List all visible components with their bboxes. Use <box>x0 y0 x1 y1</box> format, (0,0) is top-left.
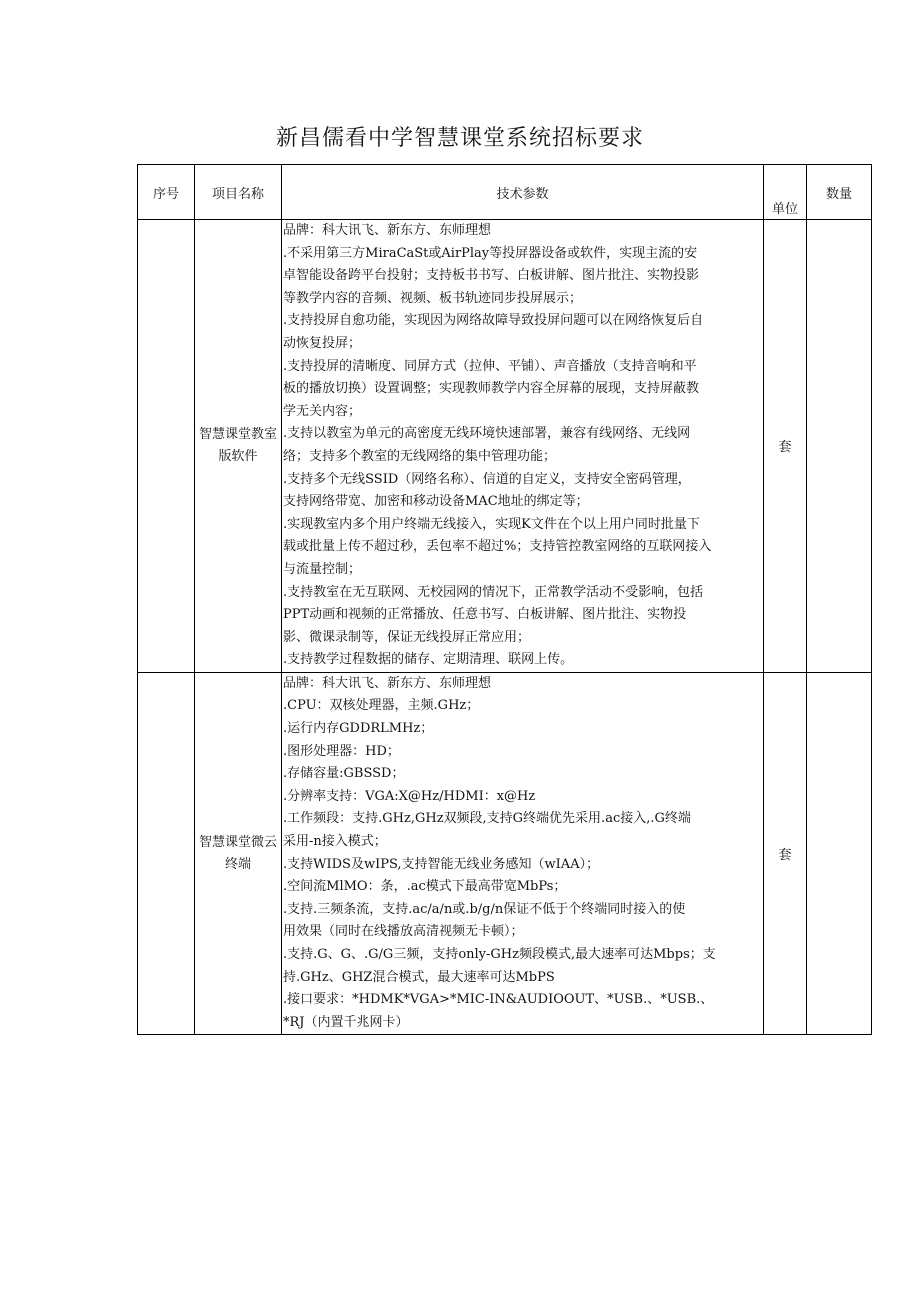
param-line: .支持WIDS及wIPS,支持智能无线业务感知（wIAA）； <box>283 856 600 872</box>
row-params <box>282 672 764 1035</box>
param-line: 学无关内容； <box>283 403 362 419</box>
param-line: .CPU：双核处理器，主频.GHz； <box>283 698 480 714</box>
row-unit: 套 <box>764 220 807 673</box>
param-line: .支持投屏自愈功能，实现因为网络故障导致投屏问题可以在网络恢复后自 <box>283 313 704 329</box>
param-line: .支持教室在无互联网、无校园网的情况下，正常教学活动不受影响，包括 <box>283 584 704 600</box>
param-line: .支持以教室为单元的高密度无线环境快速部署，兼容有线网络、无线网 <box>283 426 691 442</box>
row-qty <box>807 672 872 1035</box>
header-seq: 序号 <box>138 165 195 220</box>
param-line: *RJ（内置千兆网卡） <box>283 1014 409 1030</box>
param-line: .实现教室内多个用户终端无线接入，实现K文件在个以上用户同时批量下 <box>283 516 700 532</box>
param-line: .运行内存GDDRLMHz； <box>283 721 434 737</box>
row-seq <box>138 672 195 1035</box>
param-line: 络；支持多个教室的无线网络的集中管理功能； <box>283 448 557 464</box>
row-params <box>282 220 764 673</box>
table-row <box>138 220 872 673</box>
param-line: 影、微课录制等，保证无线投屏正常应用； <box>283 629 531 645</box>
requirements-table <box>137 164 872 1035</box>
param-line: 板的播放切换）设置调整；实现教师教学内容全屏幕的展现，支持屏蔽教 <box>283 381 700 397</box>
row-name: 智慧课堂教室版软件 <box>195 220 282 673</box>
param-line: .支持教学过程数据的储存、定期清理、联网上传。 <box>283 652 574 668</box>
param-line: 等教学内容的音频、视频、板书轨迹同步投屏展示； <box>283 290 583 306</box>
header-qty: 数量 <box>807 165 872 220</box>
row-unit: 套 <box>764 672 807 1035</box>
param-line: 支持网络带宽、加密和移动设备MAC地址的绑定等； <box>283 494 589 510</box>
param-line: 载或批量上传不超过秒，丢包率不超过%；支持管控教室网络的互联网接入 <box>283 539 712 555</box>
param-line: .分辨率支持：VGA:X@Hz/HDMI：x@Hz <box>283 788 536 804</box>
param-line: .支持投屏的清晰度、同屏方式（拉伸、平铺）、声音播放（支持音响和平 <box>283 358 697 374</box>
param-line: 与流量控制； <box>283 561 362 577</box>
param-line: 采用-n接入模式； <box>283 834 387 850</box>
header-unit: 单位 <box>764 165 807 220</box>
param-line: 动恢复投屏； <box>283 335 362 351</box>
param-line: 品牌：科大讯飞、新东方、东师理想 <box>283 675 492 691</box>
param-line: PPT动画和视频的正常播放、任意书写、白板讲解、图片批注、实物投 <box>283 607 687 623</box>
header-name: 项目名称 <box>195 165 282 220</box>
param-line: .存储容量:GBSSD； <box>283 766 405 782</box>
param-line: 用效果（同时在线播放高清视频无卡顿）； <box>283 924 524 940</box>
param-line: .工作频段：支持.GHz,GHz双频段,支持G终端优先采用.ac接入,.G终端 <box>283 811 691 827</box>
param-line: .支持多个无线SSID（网络名称）、信道的自定义，支持安全密码管理， <box>283 471 691 487</box>
param-line: .接口要求：*HDMK*VGA>*MIC-IN&AUDIOOUT、*USB.、*USB.、 <box>283 992 714 1008</box>
param-line: .空间流MlMO：条，.ac模式下最高带宽MbPs； <box>283 879 567 895</box>
param-line: .不采用第三方MiraCaSt或AirPlay等投屏器设备或软件，实现主流的安 <box>283 245 698 261</box>
row-seq <box>138 220 195 673</box>
param-line: 持.GHz、GHZ混合模式，最大速率可达MbPS <box>283 969 555 985</box>
param-line: .支持.三频条流，支持.ac/a/n或.b/g/n保证不低于个终端同时接入的使 <box>283 901 686 917</box>
param-line: .支持.G、G、.G/G三频，支持only-GHz频段模式,最大速率可达Mbps；支 <box>283 947 716 962</box>
param-line: .图形处理器：HD； <box>283 743 400 759</box>
row-name: 智慧课堂微云终端 <box>195 672 282 1035</box>
param-line: 品牌：科大讯飞、新东方、东师理想 <box>283 223 492 238</box>
page-title: 新昌儒看中学智慧课堂系统招标要求 <box>275 126 644 151</box>
table-row <box>138 672 872 1035</box>
header-params: 技术参数 <box>282 165 764 220</box>
param-line: 卓智能设备跨平台投射；支持板书书写、白板讲解、图片批注、实物投影 <box>283 268 700 284</box>
row-qty <box>807 220 872 673</box>
table-header-row <box>138 165 872 220</box>
